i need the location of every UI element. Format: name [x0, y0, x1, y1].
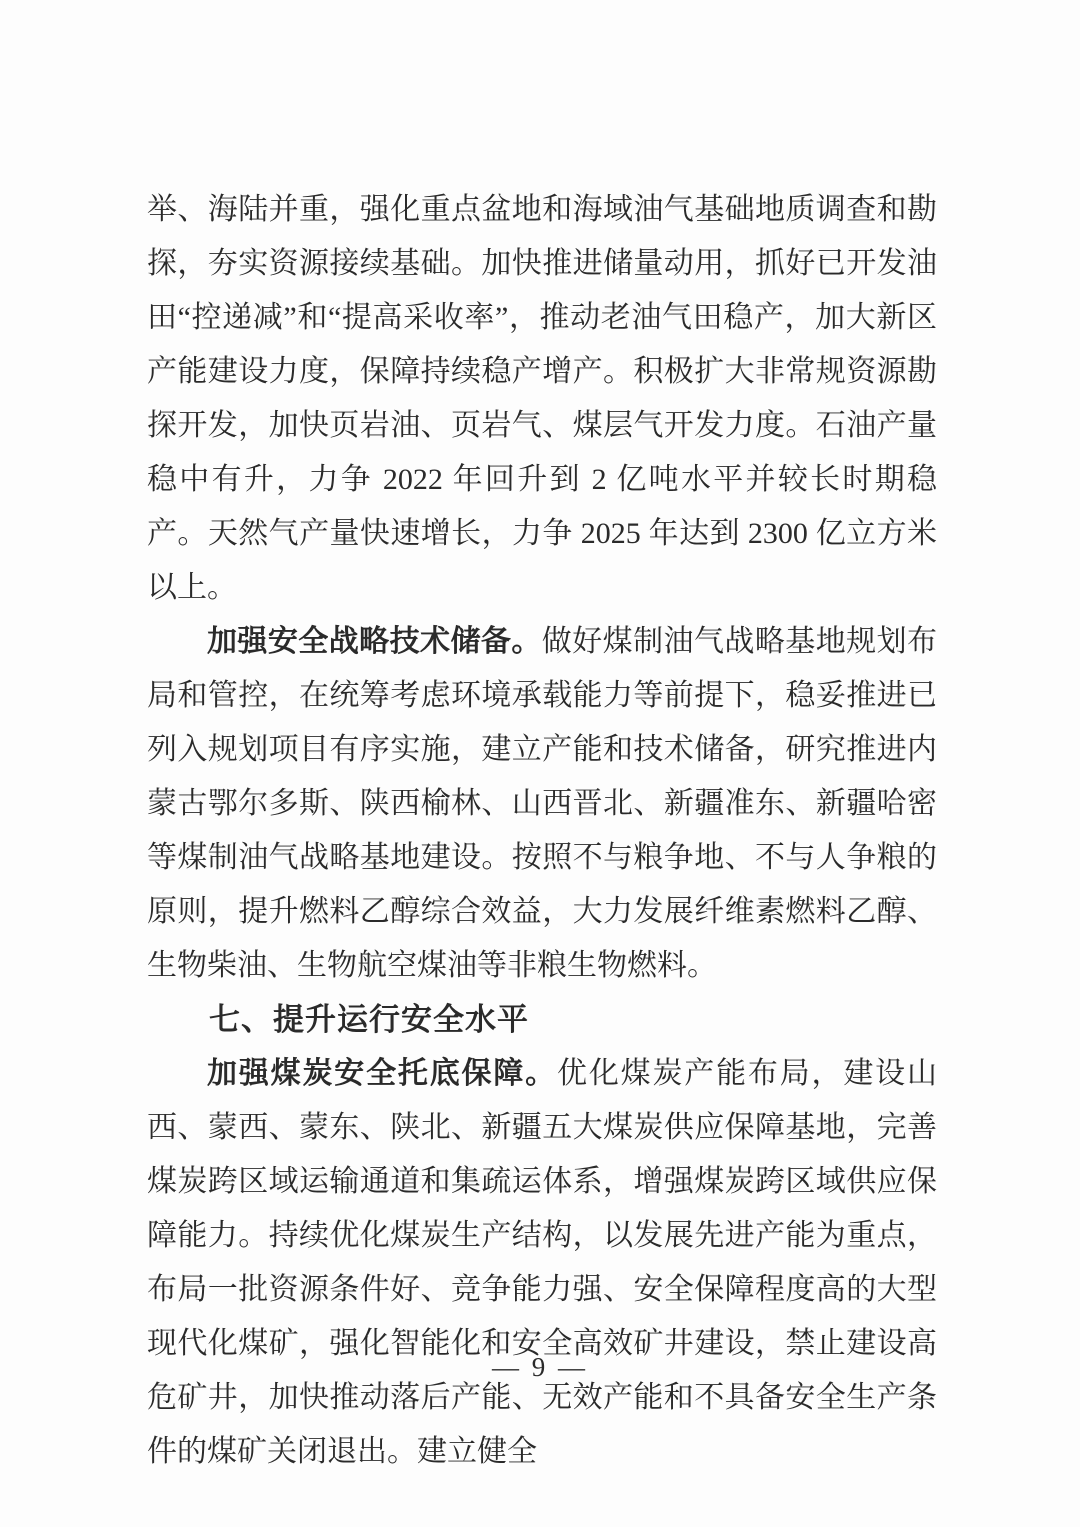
paragraph-text-coal-security: 优化煤炭产能布局，建设山西、蒙西、蒙东、陕北、新疆五大煤炭供应保障基地，完善煤炭跨区域运输通道和集疏运体系，增强煤炭跨区域供应保障能力。持续优化煤炭生产结构，以发展先进产能为重点，布局一批资源条件好、竞争能力强、安全保障程度高的大型现代化煤矿，强化智能化和安全高效矿井建设，禁止建设高危矿井，加快推动落后产能、无效产能和不具备安全生产条件的煤矿关闭退出。建立健全 [147, 1057, 937, 1468]
paragraph-strategic-reserves [147, 615, 937, 993]
paragraph-oil-gas-continuation: 举、海陆并重，强化重点盆地和海域油气基础地质调查和勘探，夯实资源接续基础。加快推进储量动用，抓好已开发油田“控递减”和“提高采收率”，推动老油气田稳产，加大新区产能建设力度，保障持续稳产增产。积极扩大非常规资源勘探开发，加快页岩油、页岩气、煤层气开发力度。石油产量稳中有升，力争 2022 年回升到 2 亿吨水平并较长时期稳产。天然气产量快速增长，力争 2025 年达到 2300 亿立方米以上。 [147, 193, 937, 604]
page-number: — 9 — [492, 1352, 588, 1382]
paragraph-lead-coal-security: 加强煤炭安全托底保障。 [207, 1057, 557, 1090]
document-body [147, 183, 937, 1479]
section-heading-seven: 七、提升运行安全水平 [209, 1002, 529, 1037]
paragraph-coal-security [147, 1047, 937, 1479]
paragraph-lead-strategic-reserves: 加强安全战略技术储备。 [207, 625, 542, 658]
paragraph-text-strategic-reserves: 做好煤制油气战略基地规划布局和管控，在统筹考虑环境承载能力等前提下，稳妥推进已列入规划项目有序实施，建立产能和技术储备，研究推进内蒙古鄂尔多斯、陕西榆林、山西晋北、新疆准东、新疆哈密等煤制油气战略基地建设。按照不与粮争地、不与人争粮的原则，提升燃料乙醇综合效益，大力发展纤维素燃料乙醇、生物柴油、生物航空煤油等非粮生物燃料。 [147, 625, 938, 982]
